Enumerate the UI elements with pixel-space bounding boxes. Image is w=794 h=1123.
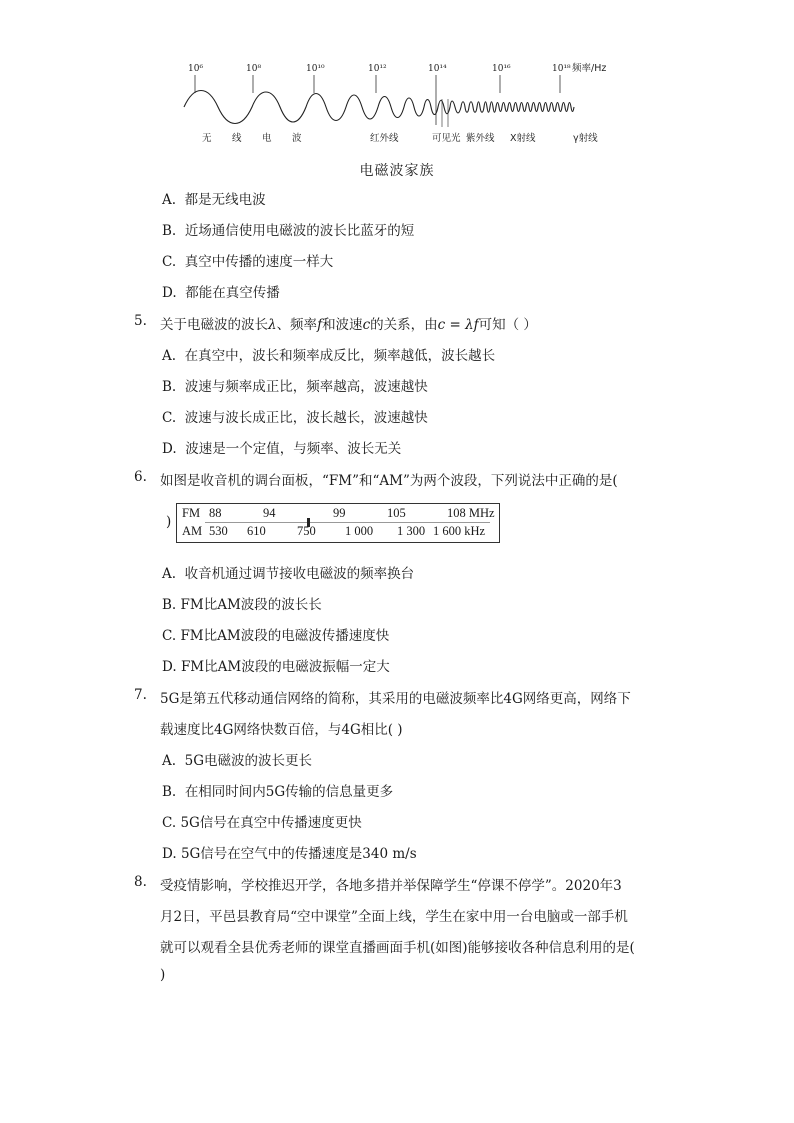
q7-option-a [162, 749, 312, 769]
em-spectrum-svg [180, 55, 620, 155]
option-text: FM比AM波段的电磁波振幅一定大 [180, 659, 390, 675]
option-text: 5G信号在真空中传播速度更快 [180, 815, 362, 831]
tick-1e6: 10⁶ [188, 64, 204, 74]
q5-stem-part: 的关系，由 [370, 317, 438, 333]
option-text: FM比AM波段的电磁波传播速度快 [180, 628, 390, 644]
q7-option-b [162, 780, 393, 800]
fm-label: FM [182, 506, 201, 520]
q7-option-d [162, 842, 417, 862]
option-text: 近场通信使用电磁波的波长比蓝牙的短 [184, 223, 415, 239]
q4-option-b [162, 219, 414, 239]
option-text: FM比AM波段的波长长 [180, 597, 322, 613]
figure-caption: 电磁波家族 [359, 163, 435, 179]
q7-option-c [162, 811, 362, 831]
q5-option-d [162, 437, 401, 457]
option-letter: C. [162, 628, 177, 644]
am-row [177, 524, 499, 540]
tick-lines [195, 75, 560, 125]
am-value: 1 600 kHz [433, 524, 486, 538]
option-letter: B. [162, 379, 177, 395]
fm-row [177, 506, 499, 522]
option-letter: B. [162, 597, 177, 613]
q5-stem [160, 313, 537, 333]
c-symbol: c [362, 317, 371, 333]
q8-line4: ) [160, 967, 166, 983]
band-xray: X射线 [510, 133, 536, 144]
option-letter: A. [162, 192, 177, 208]
q7-stem-line2: 载速度比4G网络快数百倍，与4G相比( ) [160, 722, 403, 738]
q5-option-a [162, 344, 495, 364]
q6-option-c [162, 624, 389, 644]
q6-option-d [162, 655, 390, 675]
option-text: 波速与频率成正比，频率越高，波速越快 [184, 379, 428, 395]
option-letter: B. [162, 223, 177, 239]
option-letter: C. [162, 410, 177, 426]
q4-option-d [162, 281, 280, 301]
band-visible: 可见光 [432, 133, 461, 144]
option-letter: C. [162, 254, 177, 270]
fm-value: 94 [263, 506, 276, 520]
q8-number: 8. [134, 874, 147, 890]
q7-stem-line1: 5G是第五代移动通信网络的简称，其采用的电磁波频率比4G网络更高，网络下 [160, 691, 631, 707]
q5-stem-part: 和波速 [322, 317, 363, 333]
am-label: AM [182, 524, 203, 538]
fm-value: 88 [209, 506, 222, 520]
band-gamma: γ射线 [573, 133, 598, 144]
option-letter: D. [162, 846, 177, 862]
q5-stem-part: 可知（ ） [478, 317, 537, 333]
em-wave [184, 91, 574, 124]
option-letter: D. [162, 659, 177, 675]
tick-1e12: 10¹² [368, 64, 387, 74]
radio-dial-panel [176, 503, 500, 543]
option-text: 都是无线电波 [184, 192, 266, 208]
q6-option-a [162, 562, 414, 582]
am-value: 530 [209, 524, 228, 538]
band-radio-2: 线 [232, 133, 242, 144]
option-text: 收音机通过调节接收电磁波的频率换台 [184, 566, 415, 582]
q5-option-b [162, 375, 428, 395]
option-letter: B. [162, 784, 177, 800]
tick-1e16: 10¹⁶ [492, 64, 511, 74]
am-value: 1 300 [397, 524, 426, 538]
am-value: 1 000 [345, 524, 374, 538]
band-radio-1: 无 [202, 133, 212, 144]
fm-value: 105 [387, 506, 406, 520]
q8-line3: 就可以观看全县优秀老师的课堂直播画面手机(如图)能够接收各种信息利用的是( [160, 940, 635, 956]
fm-value: 108 MHz [447, 506, 495, 520]
q5-stem-part: 、频率 [276, 317, 318, 333]
am-value: 610 [247, 524, 266, 538]
q4-option-a [162, 188, 266, 208]
tick-1e18: 10¹⁸ [552, 64, 571, 74]
band-ultraviolet: 紫外线 [466, 133, 495, 144]
q6-number: 6. [134, 469, 147, 485]
band-radio-4: 波 [292, 133, 302, 144]
q6-option-b [162, 593, 322, 613]
option-text: 在相同时间内5G传输的信息量更多 [184, 784, 394, 800]
tick-1e14: 10¹⁴ [428, 64, 447, 74]
option-letter: D. [162, 285, 177, 301]
lambda-symbol: λ [268, 317, 277, 333]
q6-close-paren: ) [166, 514, 172, 530]
q4-option-c [162, 250, 333, 270]
q8-line1: 受疫情影响，学校推迟开学，各地多措并举保障学生“停课不停学”。2020年3 [160, 878, 622, 894]
option-letter: A. [162, 348, 177, 364]
q5-option-c [162, 406, 428, 426]
option-text: 都能在真空传播 [185, 285, 280, 301]
option-letter: D. [162, 441, 177, 457]
q8-line2: 月2日，平邑县教育局“空中课堂”全面上线，学生在家中用一台电脑或一部手机 [160, 909, 628, 925]
am-value: 750 [297, 524, 316, 538]
option-text: 波速与波长成正比，波长越长，波速越快 [184, 410, 428, 426]
option-text: 真空中传播的速度一样大 [184, 254, 334, 270]
band-infrared: 红外线 [370, 133, 399, 144]
q6-stem: 如图是收音机的调台面板，“FM”和“AM”为两个波段，下列说法中正确的是( [160, 473, 618, 489]
f-symbol: f [317, 317, 323, 333]
dial-scale-line [205, 522, 490, 523]
option-text: 波速是一个定值，与频率、波长无关 [185, 441, 402, 457]
tick-1e8: 10⁸ [246, 64, 262, 74]
em-spectrum-figure [180, 55, 620, 155]
fm-value: 99 [333, 506, 346, 520]
q5-number: 5. [134, 313, 147, 329]
option-text: 5G电磁波的波长更长 [184, 753, 313, 769]
option-text: 在真空中，波长和频率成反比，频率越低，波长越长 [184, 348, 496, 364]
option-text: 5G信号在空气中的传播速度是340 m/s [180, 846, 417, 862]
option-letter: A. [162, 566, 177, 582]
q5-formula: c = λf [437, 317, 479, 333]
tick-1e10: 10¹⁰ [306, 64, 325, 74]
option-letter: A. [162, 753, 177, 769]
band-radio-3: 电 [262, 133, 272, 144]
q7-number: 7. [134, 687, 147, 703]
q5-stem-part: 关于电磁波的波长 [160, 317, 268, 333]
freq-unit-label: 频率/Hz [572, 63, 607, 74]
option-letter: C. [162, 815, 177, 831]
